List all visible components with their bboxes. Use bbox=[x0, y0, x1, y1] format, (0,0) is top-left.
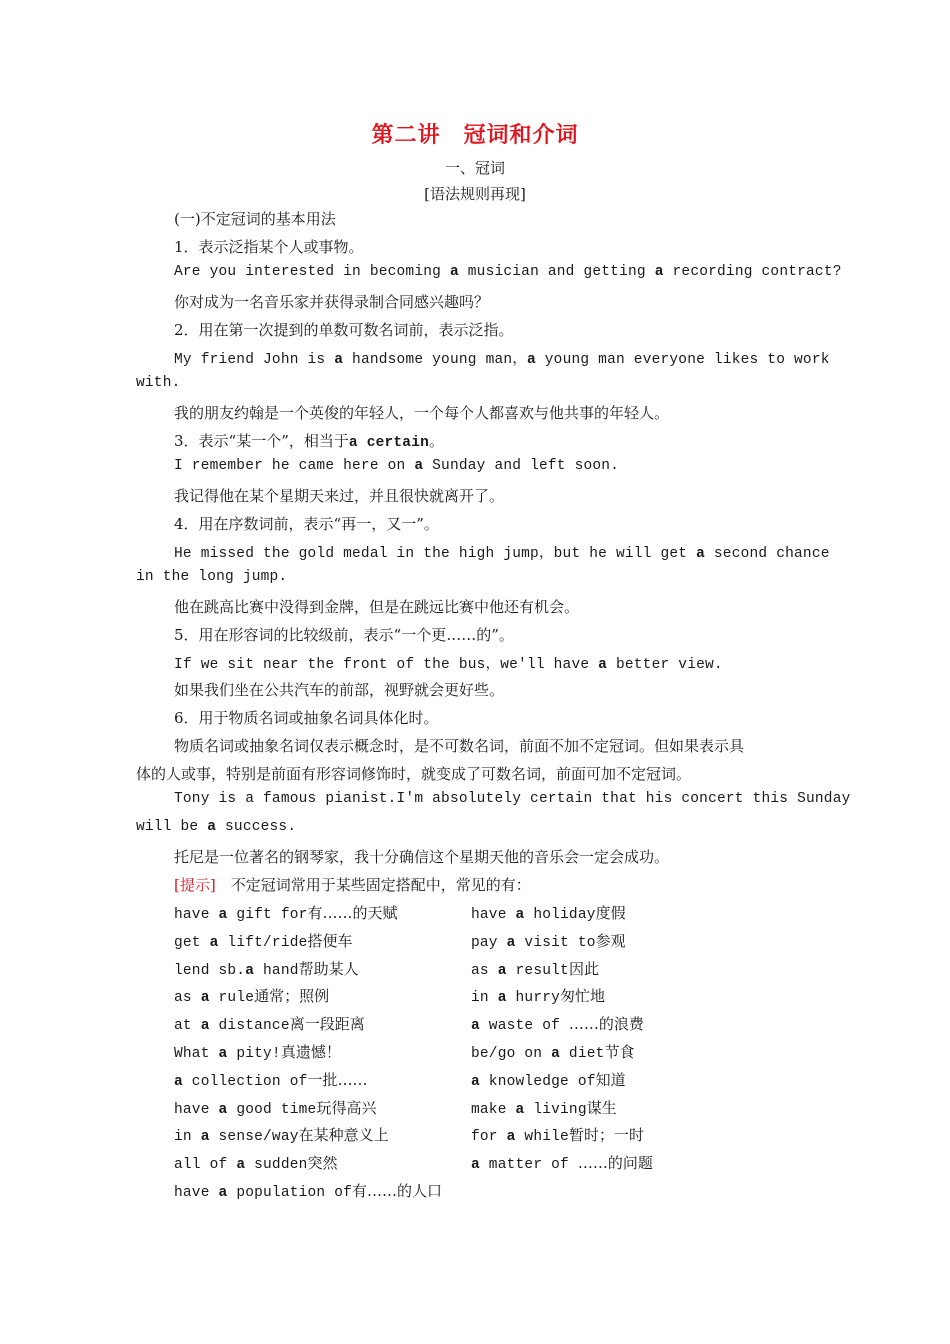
phrase-zh: 离一段距离 bbox=[289, 1015, 365, 1034]
phrase-item bbox=[174, 1180, 442, 1201]
phrase-zh: ……的浪费 bbox=[568, 1015, 644, 1034]
rule-4-example-en-line1: He missed the gold medal in the high jump，but he will get a second chance bbox=[174, 546, 830, 562]
phrase-en: make a living bbox=[471, 1101, 587, 1118]
phrase-item bbox=[471, 1124, 644, 1145]
subsection-heading: [语法规则再现] bbox=[424, 185, 526, 203]
phrase-zh: 谋生 bbox=[586, 1098, 617, 1117]
rule-6-example-zh: 托尼是一位著名的钢琴家，我十分确信这个星期天他的音乐会一定会成功。 bbox=[174, 848, 670, 866]
phrase-en: have a gift for bbox=[174, 907, 308, 923]
phrase-en: in a sense/way bbox=[174, 1129, 299, 1146]
page-title: 第二讲 冠词和介词 bbox=[371, 122, 579, 148]
rule-1-example-en: Are you interested in becoming a musician and getting a recording contract? bbox=[174, 264, 842, 280]
phrase-en: as a result bbox=[471, 962, 569, 979]
phrase-en: all of a sudden bbox=[174, 1157, 308, 1174]
phrase-item bbox=[174, 1152, 338, 1173]
phrase-item bbox=[471, 1013, 644, 1034]
phrase-item bbox=[174, 1097, 376, 1118]
phrase-item bbox=[174, 930, 353, 951]
rule-3-example-en: I remember he came here on a Sunday and left soon. bbox=[174, 458, 620, 474]
hint-line: [提示] 不定冠词常用于某些固定搭配中，常见的有： bbox=[174, 876, 531, 894]
phrase-en: get a lift/ride bbox=[174, 934, 308, 951]
rule-6-example-en-line2: will be a success. bbox=[136, 819, 297, 835]
phrase-item bbox=[471, 985, 605, 1006]
phrase-item bbox=[174, 1124, 389, 1145]
rule-3-example-zh: 我记得他在某个星期天来过，并且很快就离开了。 bbox=[174, 487, 505, 505]
phrase-zh: 帮助某人 bbox=[298, 959, 359, 978]
phrase-item bbox=[174, 1013, 365, 1034]
phrase-zh: 节食 bbox=[604, 1043, 635, 1061]
phrase-zh: 有……的人口 bbox=[352, 1182, 443, 1200]
phrase-en: a waste of bbox=[471, 1018, 569, 1035]
phrase-zh: 度假 bbox=[595, 904, 626, 922]
phrase-en: have a population of bbox=[174, 1185, 353, 1201]
rule-2-example-en-line1: My friend John is a handsome young man，a young man everyone likes to work bbox=[174, 352, 830, 368]
phrase-zh: 因此 bbox=[568, 959, 599, 978]
phrase-item bbox=[471, 1041, 635, 1062]
phrase-item bbox=[471, 1152, 653, 1173]
rule-5-heading: 5．用在形容词的比较级前，表示“一个更……的”。 bbox=[174, 626, 514, 644]
phrase-item bbox=[471, 1097, 617, 1118]
phrase-item bbox=[471, 902, 626, 923]
phrase-en: have a holiday bbox=[471, 907, 596, 923]
rule-1-heading: 1．表示泛指某个人或事物。 bbox=[174, 238, 364, 256]
rule-6-heading: 6．用于物质名词或抽象名词具体化时。 bbox=[174, 709, 439, 727]
phrase-item bbox=[174, 1041, 341, 1062]
phrase-zh: 通常；照例 bbox=[254, 987, 330, 1006]
phrase-zh: 一批…… bbox=[307, 1070, 368, 1089]
phrase-en: pay a visit to bbox=[471, 934, 596, 951]
rule-3-heading: 3．表示“某一个”，相当于a certain。 bbox=[174, 432, 445, 451]
phrase-en: in a hurry bbox=[471, 990, 561, 1007]
phrase-zh: 在某种意义上 bbox=[298, 1126, 389, 1145]
phrase-zh: 有……的天赋 bbox=[307, 904, 398, 922]
rule-5-example-en: If we sit near the front of the bus，we'll have a better view. bbox=[174, 657, 723, 673]
rule-2-example-en-line2: with. bbox=[136, 375, 181, 391]
phrase-en: What a pity! bbox=[174, 1046, 281, 1062]
rule-4-heading: 4．用在序数词前，表示“再一，又一”。 bbox=[174, 515, 439, 533]
phrase-zh: 匆忙地 bbox=[560, 987, 606, 1006]
phrase-zh: 知道 bbox=[595, 1070, 626, 1089]
phrase-en: lend sb.a hand bbox=[174, 962, 299, 979]
hint-tag: [提示] bbox=[174, 876, 216, 894]
rule-6-explain-line2: 体的人或事，特别是前面有形容词修饰时，就变成了可数名词，前面可加不定冠词。 bbox=[136, 765, 692, 783]
phrase-item bbox=[174, 958, 359, 979]
phrase-zh: 真遗憾！ bbox=[280, 1043, 341, 1061]
phrase-item bbox=[471, 1069, 626, 1090]
phrase-en: a matter of bbox=[471, 1157, 578, 1174]
rule-6-explain-line1: 物质名词或抽象名词仅表示概念时，是不可数名词，前面不加不定冠词。但如果表示具 bbox=[174, 737, 745, 755]
phrase-en: at a distance bbox=[174, 1018, 290, 1035]
part-heading: (一)不定冠词的基本用法 bbox=[174, 210, 336, 228]
phrase-zh: 突然 bbox=[307, 1154, 338, 1173]
phrase-en: have a good time bbox=[174, 1101, 317, 1118]
phrase-item bbox=[174, 985, 329, 1006]
phrase-zh: 玩得高兴 bbox=[316, 1098, 377, 1117]
section-heading: 一、冠词 bbox=[444, 159, 505, 177]
rule-4-example-zh: 他在跳高比赛中没得到金牌，但是在跳远比赛中他还有机会。 bbox=[174, 598, 580, 616]
phrase-item bbox=[174, 1069, 368, 1090]
phrase-item bbox=[471, 958, 599, 979]
phrase-en: a knowledge of bbox=[471, 1073, 596, 1090]
phrase-en: be/go on a diet bbox=[471, 1046, 605, 1062]
rule-2-heading: 2．用在第一次提到的单数可数名词前，表示泛指。 bbox=[174, 321, 514, 339]
phrase-en: a collection of bbox=[174, 1073, 308, 1090]
rule-4-example-en-line2: in the long jump. bbox=[136, 569, 288, 585]
rule-5-example-zh: 如果我们坐在公共汽车的前部，视野就会更好些。 bbox=[174, 681, 505, 699]
phrase-item bbox=[174, 902, 398, 923]
phrase-en: as a rule bbox=[174, 990, 255, 1007]
rule-6-example-en-line1: Tony is a famous pianist.I'm absolutely certain that his concert this Sunday bbox=[174, 791, 851, 807]
phrase-zh: ……的问题 bbox=[577, 1154, 653, 1173]
rule-1-example-zh: 你对成为一名音乐家并获得录制合同感兴趣吗？ bbox=[174, 293, 490, 311]
phrase-zh: 搭便车 bbox=[307, 931, 353, 950]
rule-2-example-zh: 我的朋友约翰是一个英俊的年轻人，一个每个人都喜欢与他共事的年轻人。 bbox=[174, 404, 670, 422]
phrase-item bbox=[471, 930, 626, 951]
phrase-zh: 暂时；一时 bbox=[568, 1126, 644, 1145]
phrase-en: for a while bbox=[471, 1129, 569, 1146]
phrase-zh: 参观 bbox=[595, 931, 626, 950]
